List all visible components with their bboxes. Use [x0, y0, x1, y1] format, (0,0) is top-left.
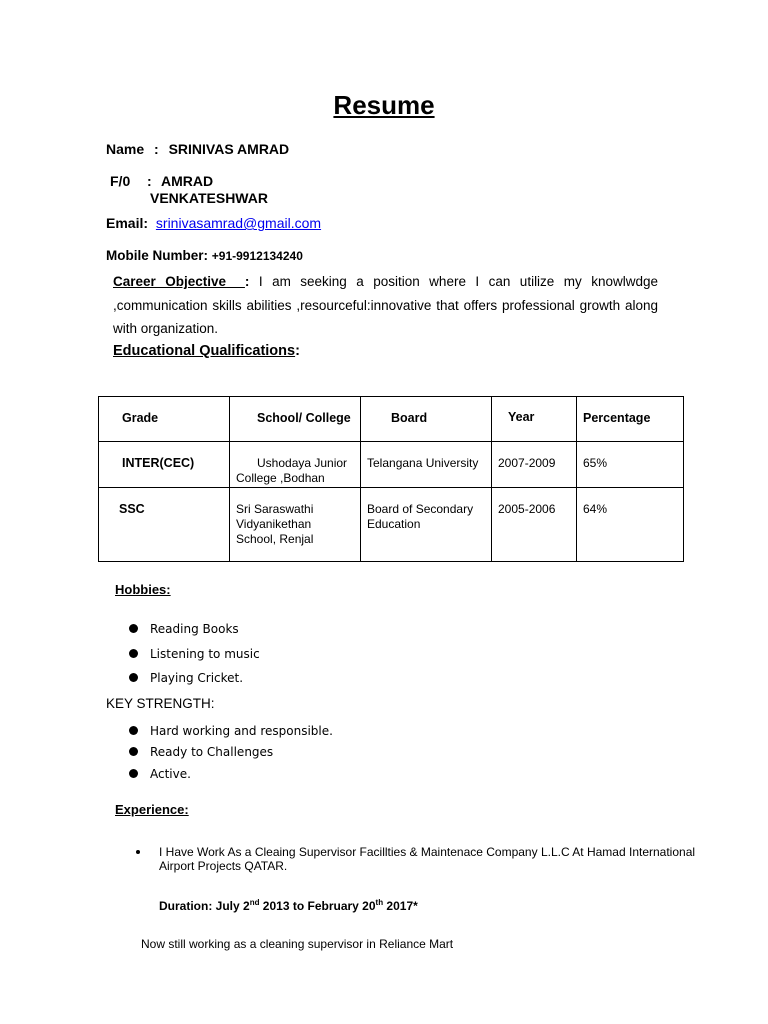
table-cell-board-2: Board of Secondary Education	[367, 502, 474, 531]
name-value: SRINIVAS AMRAD	[168, 141, 290, 157]
mobile-value: +91-9912134240	[211, 249, 303, 263]
career-objective-text: I am seeking a position where I can utilize my knowlwdge ,communication skills abilities ,resourceful:innovative that offers professional growth along with organization.	[113, 274, 658, 336]
list-item: Ready to Challenges	[129, 745, 273, 759]
table-cell-school-1: Ushodaya Junior College ,Bodhan	[236, 456, 348, 485]
career-objective-label: Career Objective	[113, 274, 227, 289]
bullet-icon	[129, 649, 138, 658]
table-header-grade: Grade	[122, 411, 159, 425]
list-item: Playing Cricket.	[129, 671, 243, 685]
experience-duration: Duration: July 2nd 2013 to February 20th 2017*	[159, 898, 418, 913]
email-row	[106, 215, 321, 231]
bullet-icon	[129, 673, 138, 682]
name-label: Name	[106, 141, 145, 157]
mobile-row	[106, 248, 303, 263]
father-value-line1: AMRAD	[161, 173, 214, 189]
hobbies-heading: Hobbies:	[115, 582, 171, 597]
bullet-icon	[129, 624, 138, 633]
email-link[interactable]: srinivasamrad@gmail.com	[155, 215, 322, 231]
table-header-year: Year	[508, 410, 535, 424]
bullet-icon	[129, 726, 138, 735]
career-objective	[113, 270, 658, 341]
table-cell-percentage-1: 65%	[583, 456, 608, 470]
experience-heading: Experience:	[115, 802, 189, 817]
father-separator: :	[147, 173, 152, 189]
career-objective-separator: :	[244, 274, 250, 289]
resume-title: Resume	[333, 90, 435, 120]
table-cell-school-2: Sri Saraswathi Vidyanikethan School, Renjal	[236, 502, 314, 546]
table-header-school: School/ College	[257, 411, 351, 425]
education-heading	[113, 343, 300, 359]
list-item: Reading Books	[129, 622, 239, 636]
table-cell-year-1: 2007-2009	[498, 456, 556, 470]
name-row	[106, 141, 289, 157]
mobile-label: Mobile Number:	[106, 248, 209, 263]
list-item: Hard working and responsible.	[129, 724, 333, 738]
table-cell-grade-1: INTER(CEC)	[122, 456, 195, 470]
list-item: Listening to music	[129, 647, 260, 661]
experience-text: I Have Work As a Cleaing Supervisor Facillties & Maintenace Company L.L.C At Hamad International Airport Projects QATAR.	[159, 845, 696, 873]
education-table	[98, 396, 684, 562]
name-separator: :	[154, 141, 159, 157]
bullet-icon	[136, 850, 140, 854]
current-position: Now still working as a cleaning supervisor in Reliance Mart	[141, 937, 454, 951]
table-header-percentage: Percentage	[583, 411, 651, 425]
father-value-line2: VENKATESHWAR	[150, 190, 268, 206]
father-label: F/0	[110, 173, 131, 189]
bullet-icon	[129, 769, 138, 778]
email-label: Email:	[106, 215, 149, 231]
table-cell-grade-2: SSC	[119, 502, 145, 516]
list-item: Active.	[129, 767, 191, 781]
table-cell-board-1: Telangana University	[367, 456, 479, 470]
table-header-board: Board	[391, 411, 428, 425]
bullet-icon	[129, 747, 138, 756]
strength-heading: KEY STRENGTH:	[106, 696, 215, 711]
education-heading-colon: :	[295, 343, 300, 359]
table-cell-year-2: 2005-2006	[498, 502, 556, 516]
table-cell-percentage-2: 64%	[583, 502, 608, 516]
education-heading-label: Educational Qualifications	[113, 343, 296, 359]
